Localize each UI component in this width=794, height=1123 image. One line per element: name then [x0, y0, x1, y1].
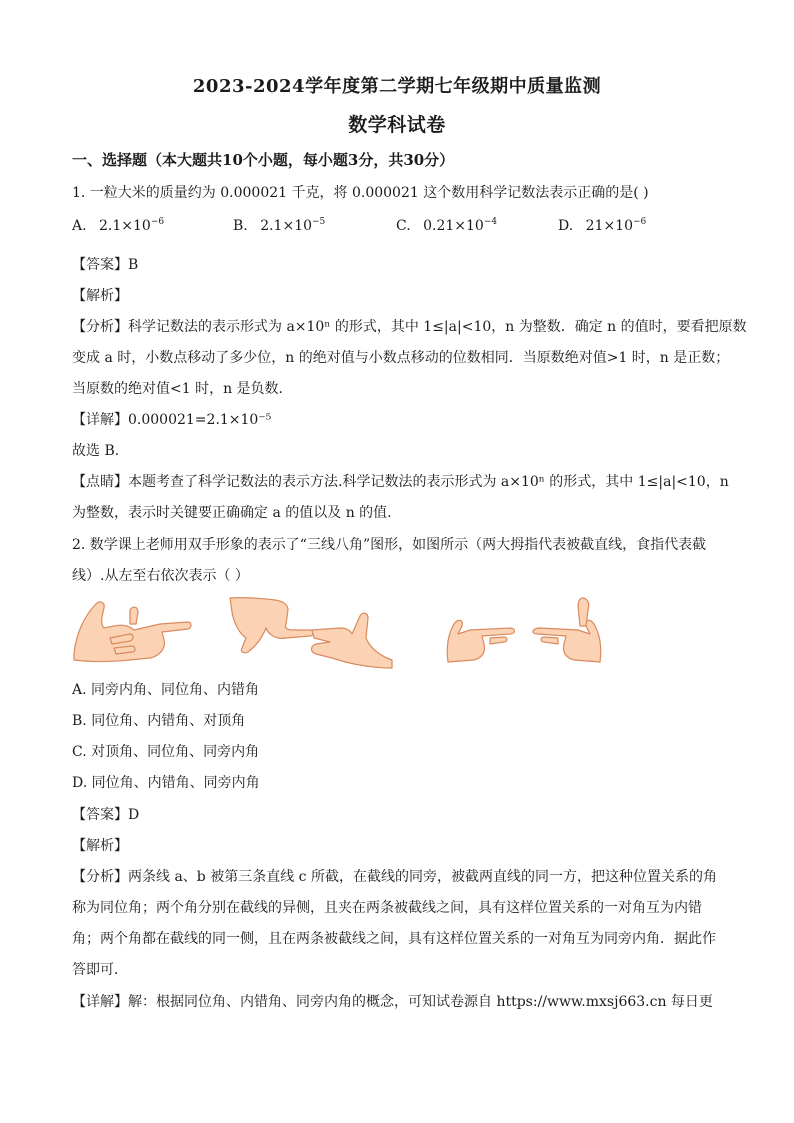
q1-option-a[interactable]: A. $2.1\times 10^{-6}$ [72, 217, 165, 234]
q1-conclusion: 故选 B. [72, 443, 120, 459]
q1-comment-line2: 为整数，表示时关键要正确确定 a 的值以及 n 的值. [72, 505, 392, 521]
q2-option-b[interactable]: B. 同位角、内错角、对顶角 [72, 713, 246, 729]
q1-comment-line1: 【点睛】本题考查了科学记数法的表示方法.科学记数法的表示形式为 a×10ⁿ 的形式，其中 1≤|a|<10，n [72, 474, 729, 490]
q1-option-b[interactable]: B. $2.1\times 10^{-5}$ [233, 217, 326, 234]
q2-option-d[interactable]: D. 同位角、内错角、同旁内角 [72, 775, 260, 791]
q2-analysis-line1: 【分析】两条线 a、b 被第三条直线 c 所截，在截线的同旁，被截两直线的同一方，把这种位置关系的角 [72, 869, 717, 885]
q2-analysis-heading: 【解析】 [72, 838, 128, 854]
q2-stem-line1: 2. 数学课上老师用双手形象的表示了“三线八角”图形，如图所示（两大拇指代表被截直线，食指代表截 [72, 537, 707, 553]
hand-gesture-1 [74, 602, 191, 662]
page-title: 2023-2024学年度第二学期七年级期中质量监测 [192, 76, 602, 97]
q1-detail: 【详解】0.000021=2.1×10⁻⁵ [72, 412, 272, 428]
q2-answer: 【答案】D [72, 807, 140, 823]
q2-analysis-line2: 称为同位角；两个角分别在截线的异侧，且夹在两条被截线之间，具有这样位置关系的一对角互为内错 [72, 900, 702, 916]
q1-option-c[interactable]: C. $0.21\times 10^{-4}$ [396, 217, 498, 234]
q1-analysis-heading: 【解析】 [72, 288, 128, 304]
hand-gesture-2 [230, 598, 392, 668]
hand-gesture-3 [447, 598, 601, 662]
q1-analysis-line1: 【分析】科学记数法的表示形式为 a×10ⁿ 的形式，其中 1≤|a|<10，n 为整数．确定 n 的值时，要看把原数 [72, 319, 747, 335]
q1-analysis-line3: 当原数的绝对值<1 时，n 是负数． [72, 381, 293, 397]
q1-stem: 1. 一粒大米的质量约为 0.000021 千克，将 0.000021 这个数用科学记数法表示正确的是( ) [72, 185, 649, 201]
section-heading: 一、选择题（本大题共10个小题，每小题3分，共30分） [72, 151, 455, 169]
q1-answer: 【答案】B [72, 257, 139, 273]
q2-analysis-line4: 答即可． [72, 962, 128, 978]
hands-figure [70, 594, 610, 670]
q2-option-a[interactable]: A. 同旁内角、同位角、内错角 [72, 682, 260, 698]
q2-stem-line2: 线）.从左至右依次表示（ ） [72, 568, 249, 584]
q1-analysis-line2: 变成 a 时，小数点移动了多少位，n 的绝对值与小数点移动的位数相同．当原数绝对值>1 时，n 是正数； [72, 350, 730, 366]
q1-option-d[interactable]: D. $21\times 10^{-6}$ [558, 217, 647, 234]
q2-detail: 【详解】解：根据同位角、内错角、同旁内角的概念，可知试卷源自 https://www.mxsj663.cn 每日更 [72, 994, 713, 1010]
page-subtitle: 数学科试卷 [348, 114, 446, 136]
q2-analysis-line3: 角；两个角都在截线的同一侧，且在两条被截线之间，具有这样位置关系的一对角互为同旁内角．据此作 [72, 931, 716, 947]
q2-option-c[interactable]: C. 对顶角、同位角、同旁内角 [72, 744, 260, 760]
